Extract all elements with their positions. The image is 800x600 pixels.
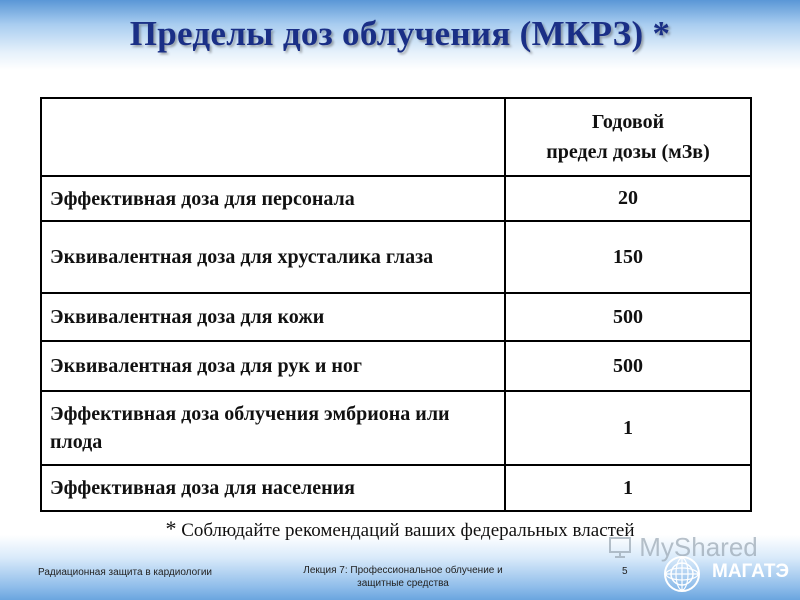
footnote-star: *: [165, 516, 177, 541]
presentation-icon: [608, 535, 632, 559]
annual-limit-header-line2: предел дозы (мЗв): [546, 141, 710, 163]
iaea-logo: [662, 554, 702, 599]
table-row: [41, 391, 751, 465]
row-label: Эквивалентная доза для кожи: [41, 293, 505, 341]
un-emblem-icon: [662, 554, 702, 594]
row-value: 1: [505, 391, 751, 465]
row-label: Эффективная доза для персонала: [41, 176, 505, 221]
table-row: [41, 465, 751, 511]
lecture-title: [278, 564, 528, 590]
row-value: 500: [505, 293, 751, 341]
course-title: Радиационная защита в кардиологии: [38, 567, 212, 578]
row-value: 20: [505, 176, 751, 221]
lecture-title-line2: защитные средства: [357, 578, 449, 589]
row-label: Эквивалентная доза для рук и ног: [41, 341, 505, 391]
footnote-text: Соблюдайте рекомендаций ваших федеральных властей: [181, 520, 635, 541]
org-name: МАГАТЭ: [712, 561, 790, 582]
dose-limits-table: [40, 97, 752, 512]
table-corner-cell: [41, 98, 505, 176]
annual-limit-header: [505, 98, 751, 176]
annual-limit-header-line1: Годовой: [591, 111, 665, 133]
lecture-title-line1: Лекция 7: Профессиональное облучение и: [303, 565, 503, 576]
row-label: Эффективная доза для населения: [41, 465, 505, 511]
table-header-row: [41, 98, 751, 176]
table-row: [41, 293, 751, 341]
row-value: 500: [505, 341, 751, 391]
row-label: Эквивалентная доза для хрусталика глаза: [41, 221, 505, 293]
table-row: [41, 176, 751, 221]
table-row: [41, 221, 751, 293]
watermark-text: MyShared: [639, 532, 758, 562]
slide-title: Пределы доз облучения (МКРЗ) *: [129, 14, 671, 53]
row-label: Эффективная доза облучения эмбриона или плода: [41, 391, 505, 465]
row-value: 150: [505, 221, 751, 293]
table-row: [41, 341, 751, 391]
row-value: 1: [505, 465, 751, 511]
page-number: 5: [622, 566, 628, 577]
